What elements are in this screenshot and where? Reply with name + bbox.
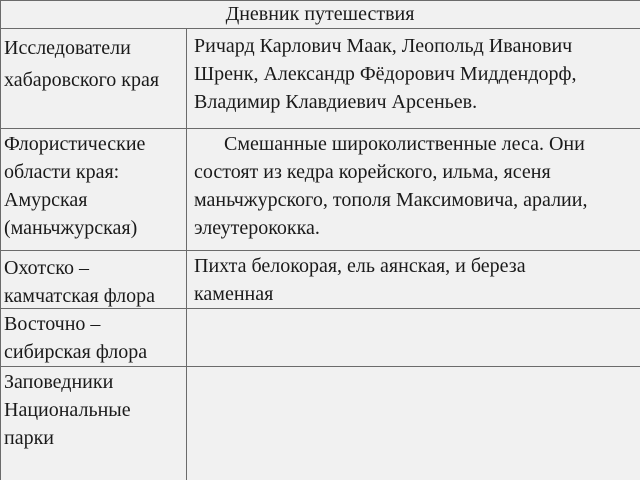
- table-border-top: [0, 0, 640, 1]
- table-title: Дневник путешествия: [225, 3, 415, 25]
- table-divider-row-1: [0, 128, 640, 129]
- label-okhotsk-kamchatka-flora: Охотско – камчатская флора: [4, 257, 156, 307]
- value-researchers: Ричард Карлович Маак, Леопольд Иванович Шренк, Александр Фёдорович Миддендорф, Владимир Клавдиевич Арсеньев.: [194, 35, 577, 113]
- label-east-siberian-flora: Восточно – сибирская флора: [4, 313, 148, 363]
- table-divider-row-2: [0, 250, 640, 251]
- table-border-left: [0, 0, 1, 480]
- table-divider-title: [0, 28, 640, 29]
- label-researchers: Исследователи хабаровского края: [4, 37, 160, 91]
- label-floristic-regions: Флористические области края: Амурская (маньчжурская): [4, 133, 146, 239]
- value-amur-flora: Смешанные широколиственные леса. Они состоят из кедра корейского, ильма, ясеня маньчжурского, тополя Максимовича, аралии, элеутерококка.: [194, 133, 588, 239]
- value-okhotsk-kamchatka-flora: Пихта белокорая, ель аянская, и береза каменная: [194, 255, 526, 305]
- table-divider-row-4: [0, 366, 640, 367]
- label-reserves-parks: Заповедники Национальные парки: [4, 371, 131, 449]
- table-column-divider: [186, 28, 187, 480]
